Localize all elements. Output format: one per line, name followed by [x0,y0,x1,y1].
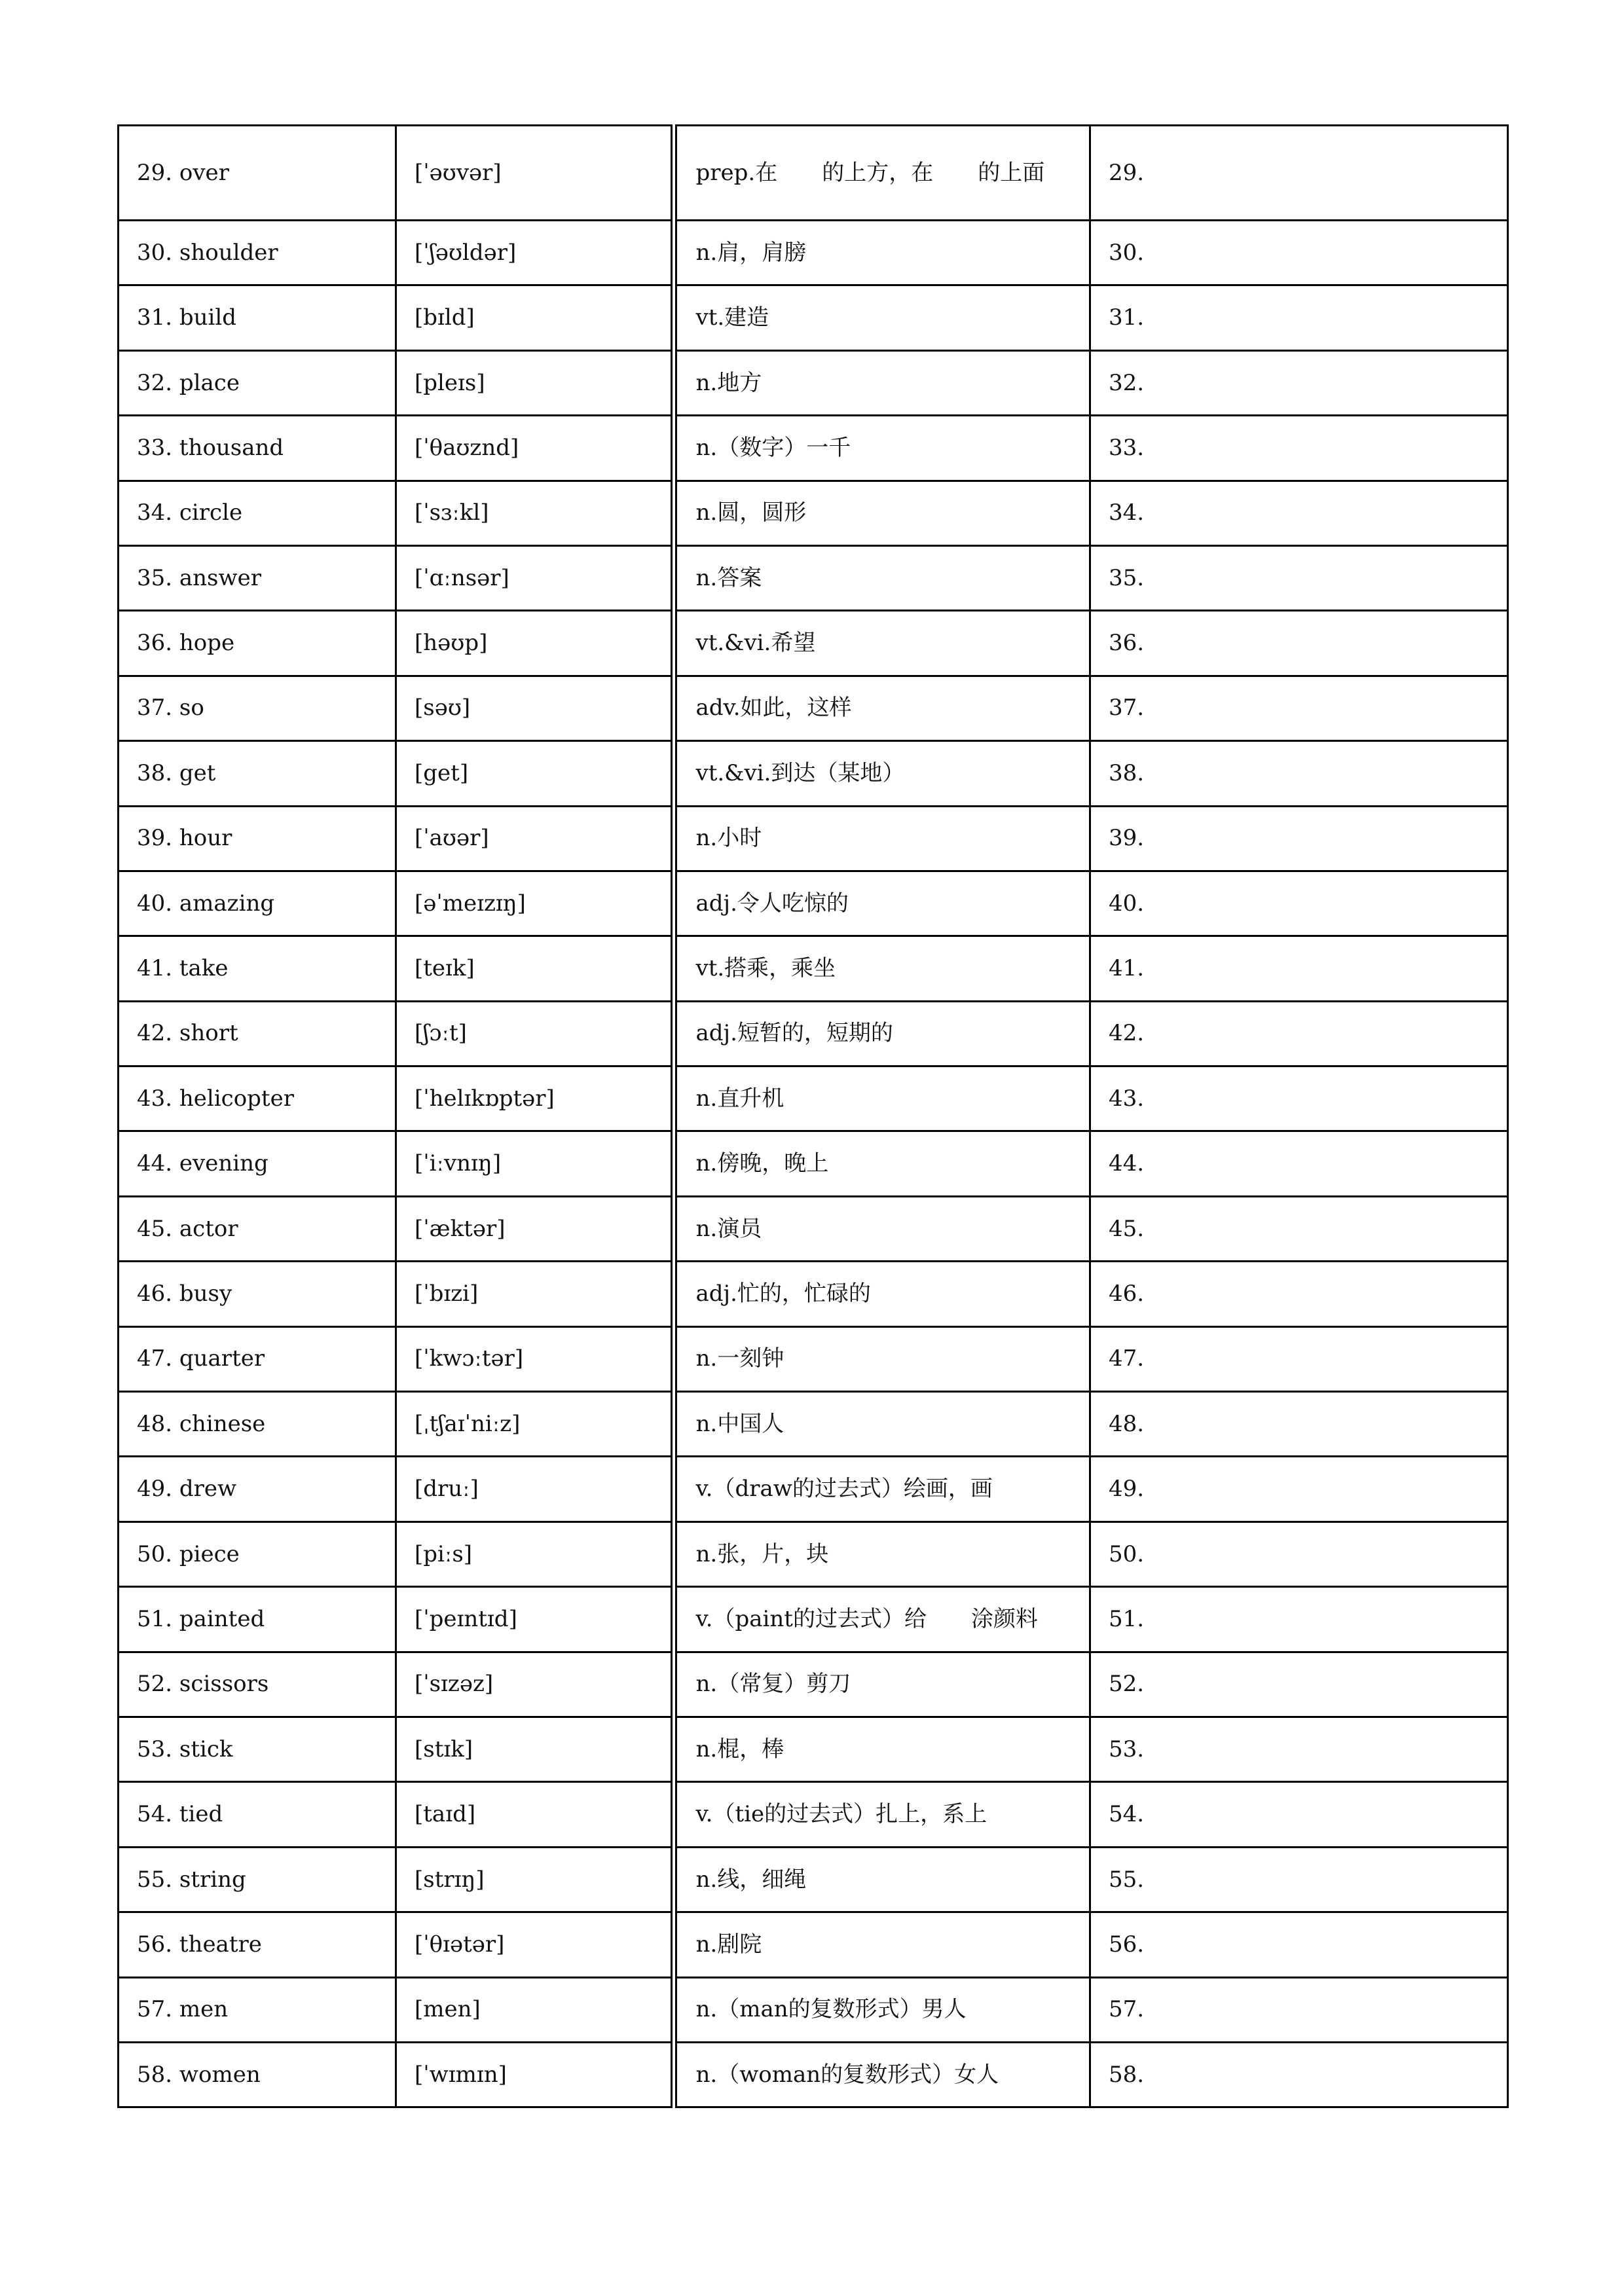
table-row [119,806,1508,871]
meaning-cell: n.（woman的复数形式）女人 [674,2042,1090,2107]
phonetic-cell: [piːs] [396,1522,674,1586]
table-row [119,481,1508,545]
phonetic-cell: [taɪd] [396,1782,674,1847]
answer-cell: 40. [1090,871,1508,936]
meaning-cell: n.演员 [674,1196,1090,1261]
phonetic-cell: [stɪk] [396,1717,674,1781]
meaning-cell: n.小时 [674,806,1090,871]
table-row [119,936,1508,1001]
phonetic-cell: [həʊp] [396,611,674,676]
word-cell: 48. chinese [119,1392,396,1457]
answer-cell: 46. [1090,1262,1508,1326]
word-cell: 51. painted [119,1587,396,1652]
phonetic-cell: [ˌtʃaɪˈniːz] [396,1392,674,1457]
meaning-cell: n.剧院 [674,1912,1090,1977]
phonetic-cell: [ˈpeɪntɪd] [396,1587,674,1652]
answer-cell: 37. [1090,676,1508,740]
answer-cell: 32. [1090,350,1508,415]
table-row [119,221,1508,285]
answer-cell: 52. [1090,1652,1508,1717]
answer-cell: 49. [1090,1457,1508,1522]
word-cell: 39. hour [119,806,396,871]
word-cell: 53. stick [119,1717,396,1781]
table-row [119,1326,1508,1391]
word-cell: 42. short [119,1001,396,1066]
meaning-cell: adj.短暂的，短期的 [674,1001,1090,1066]
word-cell: 36. hope [119,611,396,676]
word-cell: 41. take [119,936,396,1001]
vocabulary-table [117,124,1509,2108]
answer-cell: 38. [1090,741,1508,806]
meaning-cell: prep.在 的上方，在 的上面 [674,126,1090,221]
answer-cell: 57. [1090,1977,1508,2042]
word-cell: 58. women [119,2042,396,2107]
phonetic-cell: [ˈkwɔːtər] [396,1326,674,1391]
table-row [119,545,1508,610]
table-row [119,1392,1508,1457]
word-cell: 31. build [119,285,396,350]
phonetic-cell: [teɪk] [396,936,674,1001]
answer-cell: 43. [1090,1066,1508,1131]
answer-cell: 44. [1090,1131,1508,1196]
meaning-cell: n.肩，肩膀 [674,221,1090,285]
meaning-cell: v.（tie的过去式）扎上，系上 [674,1782,1090,1847]
phonetic-cell: [ˈaʊər] [396,806,674,871]
answer-cell: 51. [1090,1587,1508,1652]
word-cell: 32. place [119,350,396,415]
phonetic-cell: [ˈiːvnɪŋ] [396,1131,674,1196]
meaning-cell: n.（man的复数形式）男人 [674,1977,1090,2042]
answer-cell: 45. [1090,1196,1508,1261]
word-cell: 35. answer [119,545,396,610]
word-cell: 34. circle [119,481,396,545]
meaning-cell: adj.忙的，忙碌的 [674,1262,1090,1326]
word-cell: 55. string [119,1847,396,1912]
table-row [119,1847,1508,1912]
table-row [119,1587,1508,1652]
phonetic-cell: [strɪŋ] [396,1847,674,1912]
table-row [119,1001,1508,1066]
phonetic-cell: [əˈmeɪzɪŋ] [396,871,674,936]
answer-cell: 56. [1090,1912,1508,1977]
meaning-cell: n.地方 [674,350,1090,415]
answer-cell: 58. [1090,2042,1508,2107]
table-row [119,2042,1508,2107]
meaning-cell: n.直升机 [674,1066,1090,1131]
answer-cell: 41. [1090,936,1508,1001]
table-row [119,126,1508,221]
table-row [119,1066,1508,1131]
word-cell: 57. men [119,1977,396,2042]
answer-cell: 53. [1090,1717,1508,1781]
phonetic-cell: [ˈəʊvər] [396,126,674,221]
phonetic-cell: [ˈsɪzəz] [396,1652,674,1717]
phonetic-cell: [ˈæktər] [396,1196,674,1261]
phonetic-cell: [ˈʃəʊldər] [396,221,674,285]
phonetic-cell: [druː] [396,1457,674,1522]
meaning-cell: n.傍晚，晚上 [674,1131,1090,1196]
answer-cell: 33. [1090,416,1508,481]
word-cell: 33. thousand [119,416,396,481]
table-row [119,350,1508,415]
answer-cell: 36. [1090,611,1508,676]
answer-cell: 39. [1090,806,1508,871]
table-row [119,611,1508,676]
word-cell: 56. theatre [119,1912,396,1977]
phonetic-cell: [pleɪs] [396,350,674,415]
phonetic-cell: [get] [396,741,674,806]
meaning-cell: n.一刻钟 [674,1326,1090,1391]
meaning-cell: vt.建造 [674,285,1090,350]
word-cell: 54. tied [119,1782,396,1847]
phonetic-cell: [ˈθɪətər] [396,1912,674,1977]
answer-cell: 35. [1090,545,1508,610]
meaning-cell: vt.&vi.希望 [674,611,1090,676]
word-cell: 40. amazing [119,871,396,936]
table-row [119,416,1508,481]
word-cell: 44. evening [119,1131,396,1196]
phonetic-cell: [ˈsɜːkl] [396,481,674,545]
meaning-cell: vt.&vi.到达（某地） [674,741,1090,806]
table-row [119,1457,1508,1522]
word-cell: 30. shoulder [119,221,396,285]
answer-cell: 48. [1090,1392,1508,1457]
word-cell: 49. drew [119,1457,396,1522]
phonetic-cell: [ˈɑːnsər] [396,545,674,610]
answer-cell: 31. [1090,285,1508,350]
meaning-cell: v.（draw的过去式）绘画，画 [674,1457,1090,1522]
word-cell: 45. actor [119,1196,396,1261]
table-row [119,1977,1508,2042]
meaning-cell: n.（数字）一千 [674,416,1090,481]
phonetic-cell: [bɪld] [396,285,674,350]
meaning-cell: vt.搭乘，乘坐 [674,936,1090,1001]
table-row [119,676,1508,740]
table-row [119,1522,1508,1586]
table-row [119,741,1508,806]
meaning-cell: n.（常复）剪刀 [674,1652,1090,1717]
word-cell: 50. piece [119,1522,396,1586]
word-cell: 52. scissors [119,1652,396,1717]
answer-cell: 42. [1090,1001,1508,1066]
answer-cell: 29. [1090,126,1508,221]
table-row [119,1196,1508,1261]
table-row [119,1912,1508,1977]
phonetic-cell: [ˈθaʊznd] [396,416,674,481]
phonetic-cell: [ʃɔːt] [396,1001,674,1066]
phonetic-cell: [səʊ] [396,676,674,740]
table-row [119,1782,1508,1847]
table-row [119,285,1508,350]
meaning-cell: adj.令人吃惊的 [674,871,1090,936]
meaning-cell: n.圆，圆形 [674,481,1090,545]
phonetic-cell: [ˈwɪmɪn] [396,2042,674,2107]
answer-cell: 30. [1090,221,1508,285]
word-cell: 43. helicopter [119,1066,396,1131]
table-row [119,1131,1508,1196]
word-cell: 46. busy [119,1262,396,1326]
table-row [119,1262,1508,1326]
meaning-cell: n.棍，棒 [674,1717,1090,1781]
meaning-cell: n.中国人 [674,1392,1090,1457]
answer-cell: 34. [1090,481,1508,545]
phonetic-cell: [ˈhelɪkɒptər] [396,1066,674,1131]
answer-cell: 50. [1090,1522,1508,1586]
meaning-cell: v.（paint的过去式）给 涂颜料 [674,1587,1090,1652]
answer-cell: 55. [1090,1847,1508,1912]
phonetic-cell: [men] [396,1977,674,2042]
meaning-cell: n.线，细绳 [674,1847,1090,1912]
meaning-cell: adv.如此，这样 [674,676,1090,740]
word-cell: 29. over [119,126,396,221]
table-row [119,1717,1508,1781]
table-row [119,871,1508,936]
meaning-cell: n.张，片，块 [674,1522,1090,1586]
meaning-cell: n.答案 [674,545,1090,610]
word-cell: 47. quarter [119,1326,396,1391]
phonetic-cell: [ˈbɪzi] [396,1262,674,1326]
answer-cell: 54. [1090,1782,1508,1847]
word-cell: 38. get [119,741,396,806]
table-row [119,1652,1508,1717]
answer-cell: 47. [1090,1326,1508,1391]
word-cell: 37. so [119,676,396,740]
